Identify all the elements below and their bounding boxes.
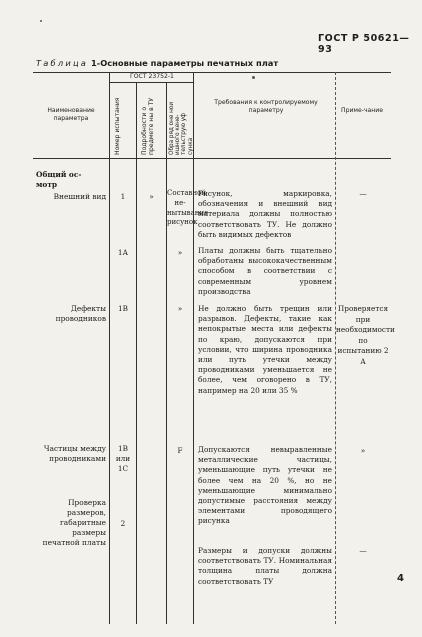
- row-note: —: [359, 189, 367, 198]
- row-note: Проверяется при необходимости по испытанию 2 А: [336, 304, 395, 366]
- col-header-details: Подробности о предмете ны в ТУ: [141, 97, 155, 155]
- row-number: 1В: [117, 304, 128, 313]
- gost-group-rule: [109, 82, 193, 83]
- row-requirement: Размеры и допуски должны соответствовать ТУ. Номинальная толщина платы должна соответствовать ТУ: [198, 546, 332, 586]
- col-header-control: Обра ряд оне нои ишного кене- тельструю уф сунка: [169, 101, 194, 155]
- row-number: 2: [120, 519, 126, 528]
- row-name: Внешний вид: [53, 192, 106, 201]
- row-note: —: [359, 546, 367, 555]
- row-number: 1А: [117, 248, 129, 257]
- col-header-requirements: Требования к контролируемому параметру: [214, 99, 318, 114]
- col-header-test-number: Номер испытания: [114, 97, 121, 155]
- row-control: F: [177, 446, 183, 455]
- row-control: »: [177, 248, 183, 257]
- row-requirement: Рисунок, маркировка, обозначения и внешний вид материала должны полностью соответствовать ТУ. Не должно быть видимых дефектов: [198, 189, 332, 239]
- section-heading: Общий ос-мотр: [36, 170, 82, 189]
- col-header-parameter: Наименование параметра: [47, 107, 95, 122]
- page-number: 4: [397, 573, 404, 584]
- col-header-gost: ГОСТ 23752-1: [130, 73, 174, 80]
- column-divider: [136, 82, 137, 624]
- row-name: Частицы между проводниками: [43, 444, 106, 463]
- row-requirement: Платы должны быть тщательно обработаны высококачественным способом в соответствии с современным уровнем производства: [198, 246, 332, 296]
- row-name: Дефекты проводников: [55, 304, 106, 323]
- table-caption: Таблица 1-Основные параметры печатных плат: [36, 58, 279, 68]
- table-top-rule: [33, 72, 391, 73]
- header-bottom-rule: [33, 158, 391, 159]
- row-requirement: Допускаются невыравленные металлические частицы, уменьшающие путь утечки не более чем на 20 %, но не уменьшающие минимально допустимые расстояния между элементами проводящего рисунка: [198, 445, 332, 526]
- standard-code: ГОСТ Р 50621—93: [318, 33, 410, 55]
- row-control: »: [177, 304, 183, 313]
- column-divider: [109, 72, 110, 624]
- column-divider: [166, 82, 167, 624]
- speck: [40, 20, 42, 22]
- col-header-note: Приме-чание: [341, 107, 383, 114]
- speck: [252, 76, 255, 79]
- row-number: 1В или 1С: [115, 444, 131, 473]
- row-note: »: [360, 446, 366, 455]
- row-name: Проверка размеров, габаритные размеры печатной платы: [42, 498, 106, 547]
- row-control: Составной не-нытывание рисунок: [167, 189, 209, 227]
- row-number: 1: [120, 192, 126, 201]
- row-requirement: Не должно быть трещин или разрывов. Дефекты, такие как непокрытые места или дефекты по краю, допускаются при условии, что ширина проводника или путь утечки между проводниками уменьшается не более, чем оговорено в ТУ, например на 20 или 35 %: [198, 304, 332, 395]
- row-detail: »: [149, 192, 154, 201]
